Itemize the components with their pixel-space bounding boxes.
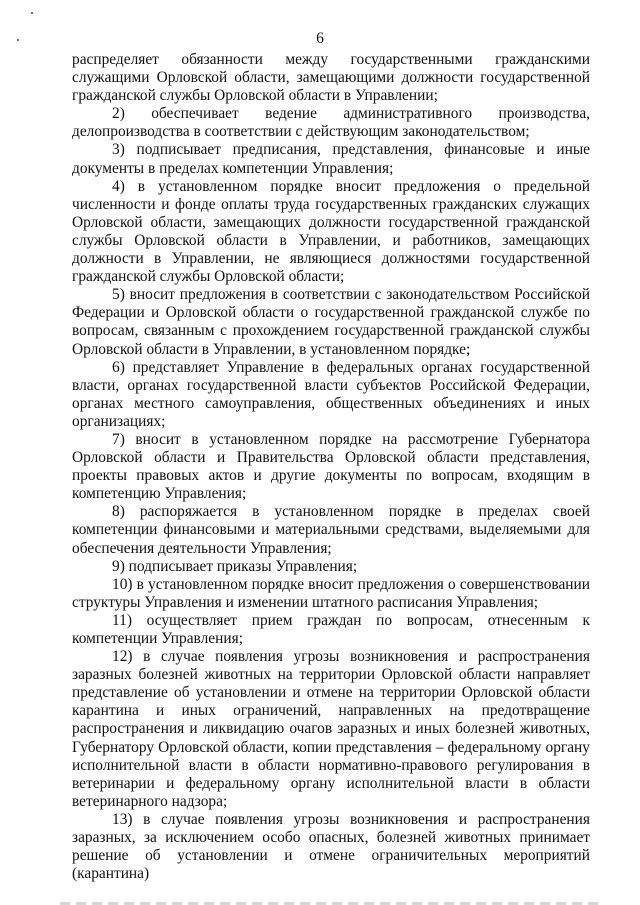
scan-speck (31, 12, 33, 14)
list-item: 9) подписывает приказы Управления; (112, 557, 358, 575)
page-number: 6 (316, 30, 324, 47)
list-item: 5) вносит предложения в соответствии с законодательством Российской Федерации и Орловской области о государственной гражданской службе по вопросам, связанным с прохождением государственной гражданской службы Орловской области в Управлении, в установленном порядке; (72, 286, 590, 358)
list-item: 3) подписывает предписания, представления, финансовые и иные документы в пределах компетенции Управления; (72, 141, 590, 177)
list-item: 11) осуществляет прием граждан по вопросам, отнесенным к компетенции Управления; (72, 611, 590, 647)
list-item: 13) в случае появления угрозы возникновения и распространения заразных, за исключением особо опасных, болезней животных принимает решение об установлении и отмене ограничительных мероприятий (карантина) (72, 810, 590, 883)
list-item: 12) в случае появления угрозы возникновения и распространения заразных болезней животных на территории Орловской области направляет представление об установлении и отмене на территории Орловской области карантина и иных ограничений, направленных на предотвращение распространения и ликвидацию очагов заразных и иных болезней животных, Губернатору Орловской области, копии представления – федеральному органу исполнительной власти в области нормативно-правового регулирования в ветеринарии и федеральному органу исполнительной власти в области ветеринарного надзора; (72, 648, 590, 810)
list-item: 8) распоряжается в установленном порядке в пределах своей компетенции финансовыми и материальными средствами, выделяемыми для обеспечения деятельности Управления; (72, 503, 590, 557)
paragraph-continuation: распределяет обязанности между государственными гражданскими служащими Орловской области, замещающими должности государственной гражданской службы Орловской области в Управлении; (72, 51, 590, 105)
document-body (72, 51, 590, 883)
list-item: 10) в установленном порядке вносит предложения о совершенствовании структуры Управления и изменении штатного расписания Управления; (72, 575, 590, 611)
list-item: 6) представляет Управление в федеральных органах государственной власти, органах государственной власти субъектов Российской Федерации, органах местного самоуправления, общественных объединениях и иных организациях; (72, 358, 590, 430)
list-item: 7) вносит в установленном порядке на рассмотрение Губернатора Орловской области и Правительства Орловской области представления, проекты правовых актов и другие документы по вопросам, входящим в компетенцию Управления; (72, 430, 590, 503)
list-item: 4) в установленном порядке вносит предложения о предельной численности и фонде оплаты труда государственных гражданских служащих Орловской области, замещающих должности государственной гражданской службы Орловской области в Управлении, и работников, замещающих должности в Управлении, не являющиеся должностями государственной гражданской службы Орловской области; (72, 177, 590, 286)
list-item: 2) обеспечивает ведение административного производства, делопроизводства в соответствии с действующим законодательством; (72, 105, 590, 141)
